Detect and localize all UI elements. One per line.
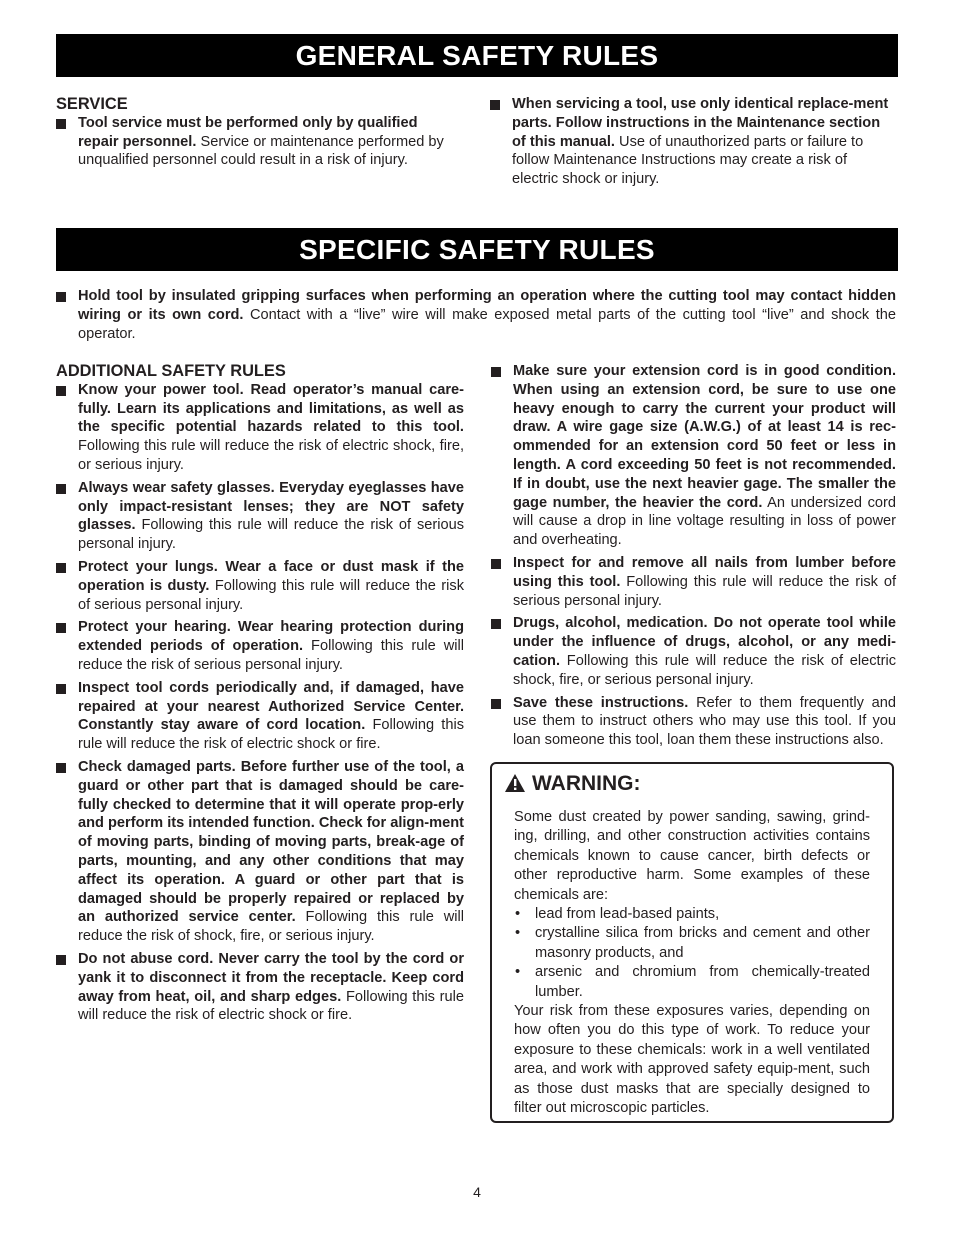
service-right-column (490, 95, 894, 193)
square-bullet-icon (56, 119, 66, 129)
rule-text: Following this rule will reduce the risk of serious personal injury. (78, 517, 464, 553)
warning-bullet-text: crystalline silica from bricks and cement and other masonry products, and (535, 925, 870, 961)
rule-text: An undersized cord will cause a drop in line voltage resulting in loss of power and overheating. (513, 494, 896, 549)
rule-item (491, 694, 896, 750)
additional-right-list (491, 362, 896, 750)
warning-box (490, 762, 894, 1123)
bullet-dot-icon: • (515, 925, 521, 942)
full-width-list (56, 287, 896, 343)
rule-item (56, 618, 464, 674)
rule-bold-text: Always wear safety glasses. Everyday eyeglasses have only impact-resistant lenses; they are NOT safety glasses. (78, 479, 464, 534)
rule-bold-text: Protect your lungs. Wear a face or dust mask if the operation is dusty. (78, 558, 464, 594)
rule-item (491, 362, 896, 550)
warning-body (514, 808, 870, 1119)
rule-item (56, 679, 464, 754)
square-bullet-icon (56, 563, 66, 573)
square-bullet-icon (490, 100, 500, 110)
rule-bold-text: Do not abuse cord. Never carry the tool by the cord or yank it to disconnect it from the receptacle. Keep cord away from heat, oil, and sharp edges. (78, 950, 464, 1005)
additional-left-list (56, 381, 464, 1025)
general-safety-rules-banner: GENERAL SAFETY RULES (56, 34, 898, 77)
warning-bullet-item (514, 905, 870, 924)
square-bullet-icon (56, 955, 66, 965)
rule-item (56, 758, 464, 946)
rule-bold-text: Protect your hearing. Wear hearing protection during extended periods of operation. (78, 619, 464, 655)
service-column (56, 95, 456, 174)
warning-heading (504, 770, 641, 798)
additional-rules-right-column (491, 362, 896, 754)
warning-bullet-text: arsenic and chromium from chemically-treated lumber. (535, 964, 870, 1000)
service-heading: SERVICE (56, 95, 128, 113)
rule-text: Contact with a “live” wire will make exposed metal parts of the cutting tool “live” and shock the operator. (78, 306, 897, 342)
square-bullet-icon (56, 484, 66, 494)
warning-triangle-icon (504, 773, 526, 793)
rule-text: Following this rule will reduce the risk of electric shock, fire, or serious injury. (78, 438, 464, 473)
rule-item (56, 479, 464, 554)
square-bullet-icon (56, 623, 66, 633)
service-right-list (490, 95, 894, 189)
specific-safety-rules-banner: SPECIFIC SAFETY RULES (56, 228, 898, 271)
rule-bold-text: Tool service must be performed only by qualified repair personnel. (78, 114, 418, 150)
additional-safety-rules-heading: ADDITIONAL SAFETY RULES (56, 362, 286, 380)
service-left-list (56, 114, 456, 170)
warning-title: WARNING: (532, 772, 641, 795)
square-bullet-icon (56, 292, 66, 302)
rule-bold-text: Inspect for and remove all nails from lumber before using this tool. (513, 554, 896, 590)
square-bullet-icon (491, 367, 501, 377)
bullet-dot-icon: • (515, 906, 521, 923)
rule-bold-text: Inspect tool cords periodically and, if damaged, have repaired at your nearest Authorized Service Center. Constantly stay aware of cord location. (78, 679, 464, 734)
rule-item (56, 950, 464, 1025)
rule-item (56, 287, 896, 343)
rule-text: Following this rule will reduce the risk of serious personal injury. (78, 638, 464, 673)
rule-item (56, 558, 464, 614)
warning-outro: Your risk from these exposures varies, depending on how often you do this type of work. To reduce your exposure to these chemicals: work in a well ventilated area, and work with approved safety equip-ment, such as those dust masks that are specially designed to filter out microscopic particles. (514, 1003, 870, 1117)
rule-item (56, 114, 456, 170)
rule-bold-text: Hold tool by insulated gripping surfaces when performing an operation where the cutting tool may contact hidden wiring or its own cord. (78, 288, 896, 323)
square-bullet-icon (491, 619, 501, 629)
rule-item (491, 554, 896, 610)
rule-bold-text: Check damaged parts. Before further use of the tool, a guard or other part that is damaged should be care-fully checked to determine that it will operate prop-erly and perform its intended function. Check for align-ment of moving parts, binding of moving parts, break-age of parts, mounting, and any other conditions that may affect its operation. A guard or other part that is damaged should be properly repaired or replaced by an authorized service center. (78, 758, 464, 926)
rule-text: Use of unauthorized parts or failure to follow Maintenance Instructions may create a risk of electric shock or injury. (512, 133, 864, 188)
rule-text: Following this rule will reduce the risk of electric shock or fire. (78, 988, 464, 1024)
bullet-dot-icon: • (515, 964, 521, 981)
warning-bullet-item (514, 924, 870, 963)
rule-text: Following this rule will reduce the risk of electric shock, fire, or serious personal injury. (513, 652, 896, 688)
rule-item (491, 614, 896, 689)
rule-text: Refer to them frequently and use them to instruct others who may use this tool. If you loan someone this tool, loan them these instructions also. (513, 694, 896, 749)
rule-bold-text: When servicing a tool, use only identical replace-ment parts. Follow instructions in the Maintenance section of this manual. (512, 96, 889, 150)
page-number: 4 (473, 1184, 481, 1200)
rule-text: Service or maintenance performed by unqualified personnel could result in a risk of injury. (78, 133, 444, 169)
rule-text: Following this rule will reduce the risk of electric shock or fire. (78, 717, 464, 753)
additional-rules-left-column (56, 362, 464, 1029)
square-bullet-icon (56, 684, 66, 694)
rule-bold-text: Drugs, alcohol, medication. Do not operate tool while under the influence of drugs, alcohol, or any medi-cation. (513, 615, 896, 669)
rule-item (56, 381, 464, 475)
square-bullet-icon (56, 763, 66, 773)
rule-text: Following this rule will reduce the risk of serious personal injury. (78, 577, 464, 613)
warning-bullet-item (514, 963, 870, 1002)
square-bullet-icon (491, 559, 501, 569)
square-bullet-icon (56, 386, 66, 396)
warning-bullet-text: lead from lead-based paints, (535, 906, 720, 923)
warning-bullets (514, 905, 870, 1002)
rule-bold-text: Save these instructions. (513, 694, 689, 711)
rule-text: Following this rule will reduce the risk of serious personal injury. (513, 573, 896, 609)
warning-intro: Some dust created by power sanding, sawing, grind-ing, drilling, and other construction activities contains chemicals known to cause cancer, birth defects or other reproductive harm. Some examples of these chemicals are: (514, 809, 870, 903)
rule-bold-text: Make sure your extension cord is in good condition. When using an extension cord, be sure to use one heavy enough to carry the current your product will draw. A wire gage size (A.W.G.) of at least 14 is rec-ommended for an extension cord 50 feet or less in length. A cord exceeding 50 feet is not recommended. If in doubt, use the next heavier gage. The smaller the gage number, the heavier the cord. (513, 363, 896, 511)
square-bullet-icon (491, 699, 501, 709)
rule-bold-text: Know your power tool. Read operator’s manual care-fully. Learn its applications and limitations, as well as the specific potential hazards related to this tool. (78, 381, 464, 436)
rule-text: Following this rule will reduce the risk of shock, fire, or serious injury. (78, 909, 464, 945)
rule-item (490, 95, 894, 189)
insulated-grip-rule (56, 287, 896, 347)
